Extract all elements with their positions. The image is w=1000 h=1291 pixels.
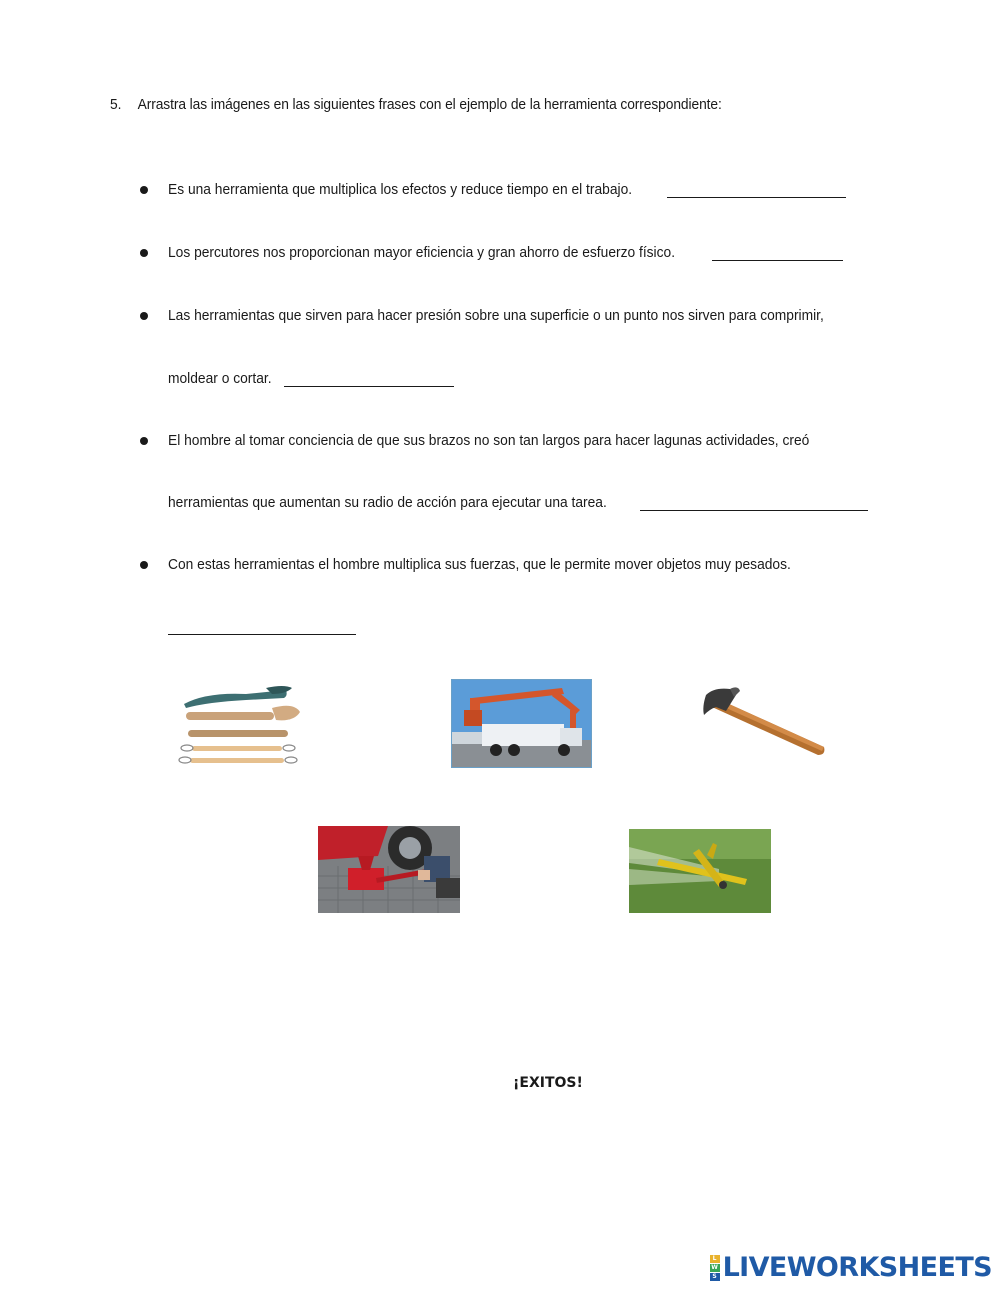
item-4-text-line-2: herramientas que aumentan su radio de acción para ejecutar una tarea.	[168, 494, 607, 511]
hammer-image[interactable]	[700, 685, 828, 761]
crop-duster-plane-icon	[629, 829, 771, 913]
closing-message: ¡EXITOS!	[513, 1075, 583, 1091]
item-2-text: Los percutores nos proporcionan mayor eficiencia y gran ahorro de esfuerzo físico.	[168, 244, 676, 261]
logo-blocks-icon	[710, 1255, 720, 1281]
item-5-text: Con estas herramientas el hombre multiplica sus fuerzas, que le permite mover objetos muy pesados.	[168, 556, 791, 573]
crane-truck-image[interactable]	[451, 679, 592, 768]
item-3-text-line-2: moldear o cortar.	[168, 370, 272, 387]
crane-truck-icon	[452, 680, 591, 767]
bullet-icon	[140, 312, 148, 320]
answer-blank-1[interactable]	[667, 197, 846, 198]
question-title	[110, 96, 722, 113]
question-text: Arrastra las imágenes en las siguientes frases con el ejemplo de la herramienta correspondiente:	[137, 96, 722, 113]
car-jack-image[interactable]	[318, 826, 460, 913]
crop-duster-plane-image[interactable]	[629, 829, 771, 913]
item-3-text-line-1: Las herramientas que sirven para hacer presión sobre una superficie o un punto nos sirven para comprimir,	[168, 307, 824, 324]
logo-block: W	[711, 1263, 718, 1271]
logo-block: S	[710, 1273, 720, 1281]
logo-block: L	[710, 1255, 720, 1263]
bullet-icon	[140, 249, 148, 257]
answer-blank-4[interactable]	[640, 510, 868, 511]
item-1-text: Es una herramienta que multiplica los efectos y reduce tiempo en el trabajo.	[168, 181, 633, 198]
item-4-text-line-1: El hombre al tomar conciencia de que sus brazos no son tan largos para hacer lagunas actividades, creó	[168, 432, 810, 449]
question-number: 5.	[110, 96, 122, 113]
bullet-icon	[140, 561, 148, 569]
liveworksheets-logo	[710, 1252, 992, 1283]
answer-blank-2[interactable]	[712, 260, 843, 261]
answer-blank-5[interactable]	[168, 634, 356, 635]
answer-blank-3[interactable]	[284, 386, 454, 387]
pottery-tools-image[interactable]	[176, 682, 306, 768]
pottery-tools-icon	[176, 682, 306, 768]
hammer-icon	[700, 685, 828, 761]
bullet-icon	[140, 437, 148, 445]
logo-text: LIVEWORKSHEETS	[722, 1252, 992, 1283]
car-jack-icon	[318, 826, 460, 913]
bullet-icon	[140, 186, 148, 194]
